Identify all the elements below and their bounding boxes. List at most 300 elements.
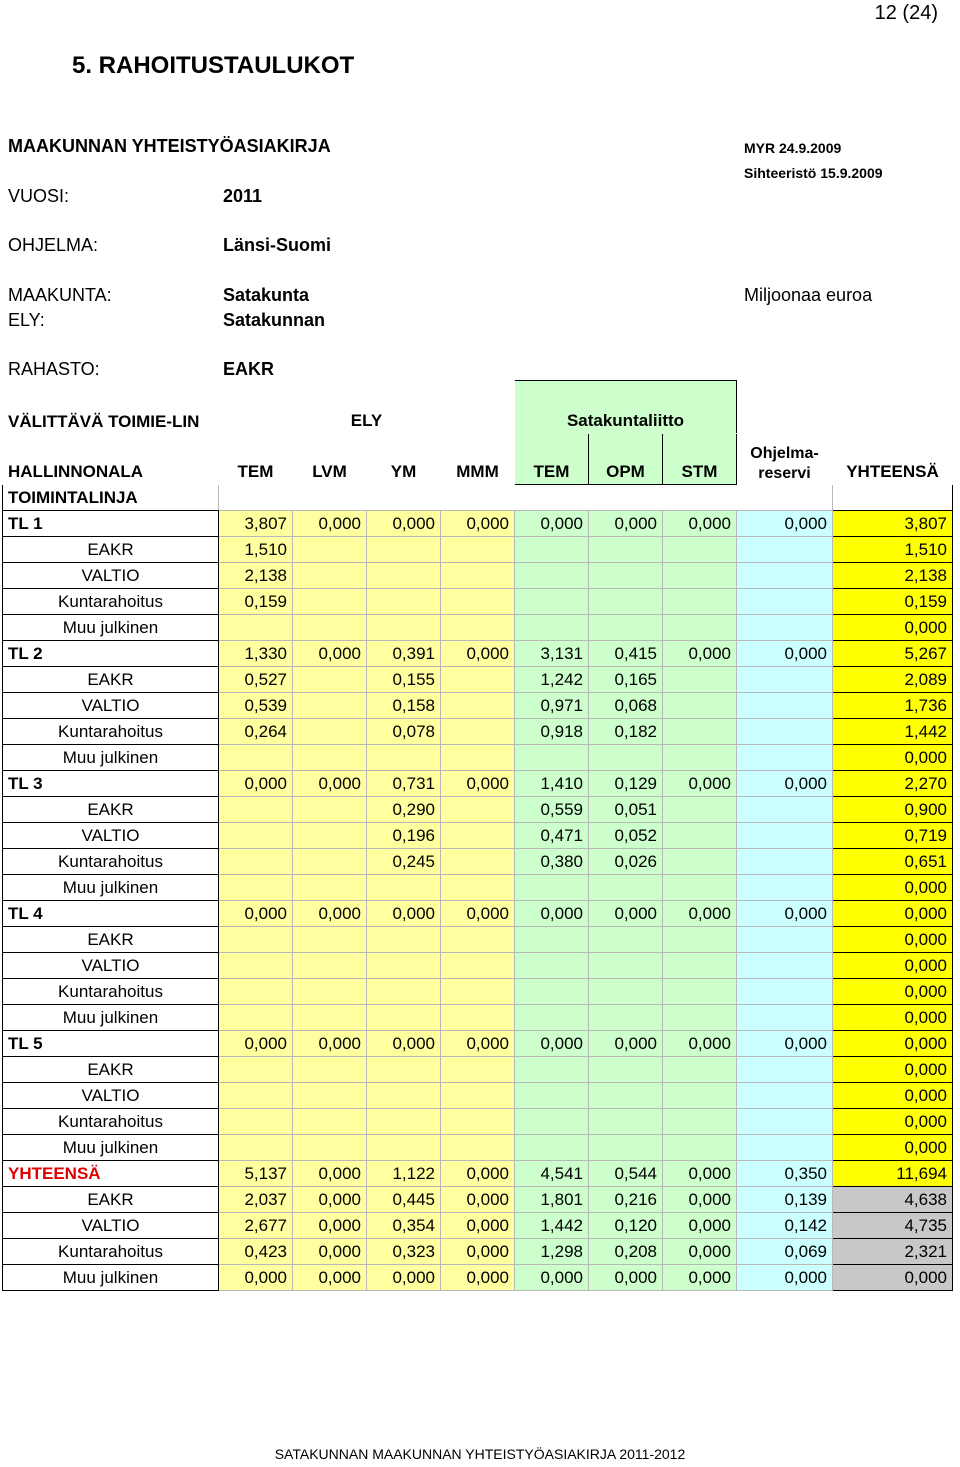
table-cell bbox=[737, 537, 833, 563]
table-cell: 0,415 bbox=[589, 641, 663, 667]
table-cell bbox=[367, 615, 441, 641]
table-cell bbox=[589, 979, 663, 1005]
table-cell: 0,651 bbox=[833, 849, 953, 875]
table-cell bbox=[293, 667, 367, 693]
table-cell bbox=[219, 1005, 293, 1031]
row-label-sub: Kuntarahoitus bbox=[3, 1239, 219, 1265]
table-cell: 0,000 bbox=[515, 1031, 589, 1057]
table-cell: 0,078 bbox=[367, 719, 441, 745]
table-row bbox=[3, 1161, 953, 1187]
toimintalinja-row bbox=[3, 485, 953, 511]
table-cell bbox=[441, 797, 515, 823]
table-cell: 0,159 bbox=[219, 589, 293, 615]
table-cell bbox=[663, 537, 737, 563]
table-cell bbox=[293, 1135, 367, 1161]
table-cell: 0,731 bbox=[367, 771, 441, 797]
col-tem-liitto: TEM bbox=[515, 434, 589, 485]
table-cell: 0,527 bbox=[219, 667, 293, 693]
table-cell bbox=[367, 927, 441, 953]
table-cell bbox=[737, 719, 833, 745]
table-row bbox=[3, 771, 953, 797]
table-row bbox=[3, 875, 953, 901]
table-cell: 0,000 bbox=[833, 1109, 953, 1135]
table-cell bbox=[589, 745, 663, 771]
table-cell bbox=[219, 1057, 293, 1083]
table-cell: 0,539 bbox=[219, 693, 293, 719]
row-label-sub: VALTIO bbox=[3, 693, 219, 719]
table-row bbox=[3, 901, 953, 927]
table-cell bbox=[441, 1109, 515, 1135]
table-cell: 0,000 bbox=[219, 1031, 293, 1057]
table-cell bbox=[737, 823, 833, 849]
table-cell bbox=[589, 927, 663, 953]
table-cell bbox=[515, 537, 589, 563]
table-cell: 1,122 bbox=[367, 1161, 441, 1187]
table-cell: 0,000 bbox=[441, 1031, 515, 1057]
vuosi-value: 2011 bbox=[223, 186, 263, 206]
table-cell: 0,000 bbox=[441, 1265, 515, 1291]
table-cell bbox=[219, 1135, 293, 1161]
table-cell: 0,000 bbox=[293, 1239, 367, 1265]
table-cell bbox=[441, 1135, 515, 1161]
table-cell bbox=[367, 537, 441, 563]
table-cell: 1,442 bbox=[515, 1213, 589, 1239]
table-cell bbox=[663, 1057, 737, 1083]
row-label-total: YHTEENSÄ bbox=[3, 1161, 219, 1187]
table-row bbox=[3, 1239, 953, 1265]
table-cell bbox=[737, 849, 833, 875]
table-cell: 0,471 bbox=[515, 823, 589, 849]
table-cell bbox=[663, 927, 737, 953]
table-cell bbox=[663, 797, 737, 823]
table-row bbox=[3, 1031, 953, 1057]
table-cell: 11,694 bbox=[833, 1161, 953, 1187]
table-cell: 0,323 bbox=[367, 1239, 441, 1265]
table-cell: 0,000 bbox=[293, 1213, 367, 1239]
table-cell bbox=[515, 927, 589, 953]
table-cell bbox=[219, 979, 293, 1005]
table-cell: 0,918 bbox=[515, 719, 589, 745]
table-cell: 0,000 bbox=[515, 1265, 589, 1291]
table-cell bbox=[663, 823, 737, 849]
table-cell bbox=[663, 1083, 737, 1109]
col-stm: STM bbox=[663, 434, 737, 485]
table-cell bbox=[367, 589, 441, 615]
table-row bbox=[3, 927, 953, 953]
table-cell bbox=[293, 1109, 367, 1135]
col-yhteensa: YHTEENSÄ bbox=[833, 434, 953, 485]
table-cell bbox=[663, 589, 737, 615]
row-label-sub: VALTIO bbox=[3, 1213, 219, 1239]
row-label-sub: Muu julkinen bbox=[3, 1005, 219, 1031]
col-tem-ely: TEM bbox=[219, 434, 293, 485]
row-label-sub: Kuntarahoitus bbox=[3, 589, 219, 615]
table-cell bbox=[515, 1083, 589, 1109]
table-cell bbox=[293, 1005, 367, 1031]
table-cell: 0,000 bbox=[663, 511, 737, 537]
table-cell: 0,000 bbox=[663, 641, 737, 667]
table-cell: 1,410 bbox=[515, 771, 589, 797]
row-label-sub: Muu julkinen bbox=[3, 745, 219, 771]
table-cell bbox=[515, 1109, 589, 1135]
table-row bbox=[3, 1265, 953, 1291]
maakunta-value: Satakunta bbox=[223, 285, 310, 305]
table-cell bbox=[515, 1135, 589, 1161]
table-cell: 0,000 bbox=[293, 511, 367, 537]
table-cell bbox=[515, 1005, 589, 1031]
col-lvm: LVM bbox=[293, 434, 367, 485]
table-cell: 0,423 bbox=[219, 1239, 293, 1265]
table-row bbox=[3, 849, 953, 875]
table-cell bbox=[219, 1109, 293, 1135]
table-cell bbox=[367, 953, 441, 979]
table-cell bbox=[515, 875, 589, 901]
row-label-sub: VALTIO bbox=[3, 823, 219, 849]
table-cell bbox=[737, 589, 833, 615]
table-cell bbox=[663, 875, 737, 901]
table-cell: 0,000 bbox=[367, 1031, 441, 1057]
table-cell bbox=[589, 563, 663, 589]
table-cell: 0,000 bbox=[833, 875, 953, 901]
table-cell bbox=[293, 745, 367, 771]
table-cell bbox=[441, 589, 515, 615]
table-cell: 1,510 bbox=[219, 537, 293, 563]
table-cell bbox=[367, 1135, 441, 1161]
table-cell bbox=[293, 615, 367, 641]
table-row bbox=[3, 511, 953, 537]
table-cell bbox=[441, 927, 515, 953]
table-cell bbox=[441, 563, 515, 589]
table-cell bbox=[737, 797, 833, 823]
table-cell: 1,442 bbox=[833, 719, 953, 745]
toimintalinja-label: TOIMINTALINJA bbox=[3, 485, 219, 511]
table-cell: 0,290 bbox=[367, 797, 441, 823]
date-myr: MYR 24.9.2009 bbox=[744, 140, 842, 156]
table-row bbox=[3, 589, 953, 615]
rahasto-value: EAKR bbox=[223, 359, 275, 379]
table-row bbox=[3, 1005, 953, 1031]
table-cell: 0,000 bbox=[663, 1265, 737, 1291]
table-cell bbox=[219, 745, 293, 771]
table-row bbox=[3, 797, 953, 823]
table-cell: 0,000 bbox=[833, 1005, 953, 1031]
table-cell bbox=[367, 1005, 441, 1031]
table-cell: 0,000 bbox=[293, 1031, 367, 1057]
page-number: 12 (24) bbox=[874, 2, 938, 24]
table-cell: 5,137 bbox=[219, 1161, 293, 1187]
table-cell: 0,051 bbox=[589, 797, 663, 823]
table-cell: 0,000 bbox=[663, 901, 737, 927]
table-cell bbox=[663, 667, 737, 693]
table-cell: 0,000 bbox=[737, 1031, 833, 1057]
table-cell: 0,000 bbox=[293, 1161, 367, 1187]
table-cell bbox=[737, 667, 833, 693]
row-label-sub: Kuntarahoitus bbox=[3, 719, 219, 745]
table-cell bbox=[293, 589, 367, 615]
table-cell: 3,807 bbox=[833, 511, 953, 537]
table-cell: 0,000 bbox=[833, 1083, 953, 1109]
table-cell: 0,000 bbox=[515, 901, 589, 927]
row-label-tl: TL 4 bbox=[3, 901, 219, 927]
col-mmm: MMM bbox=[441, 434, 515, 485]
row-label-sub: VALTIO bbox=[3, 563, 219, 589]
doc-title: MAAKUNNAN YHTEISTYÖASIAKIRJA bbox=[8, 136, 331, 156]
table-cell: 0,000 bbox=[589, 1031, 663, 1057]
section-title: 5. RAHOITUSTAULUKOT bbox=[72, 52, 355, 79]
table-cell bbox=[737, 615, 833, 641]
row-label-sub: EAKR bbox=[3, 1187, 219, 1213]
table-row bbox=[3, 823, 953, 849]
table-header-columns bbox=[3, 434, 953, 485]
table-cell: 0,000 bbox=[737, 511, 833, 537]
table-cell bbox=[367, 745, 441, 771]
table-cell: 3,131 bbox=[515, 641, 589, 667]
table-cell: 1,330 bbox=[219, 641, 293, 667]
table-cell bbox=[663, 719, 737, 745]
table-cell: 2,321 bbox=[833, 1239, 953, 1265]
row-label-sub: Kuntarahoitus bbox=[3, 1109, 219, 1135]
table-cell bbox=[219, 823, 293, 849]
table-cell bbox=[589, 537, 663, 563]
table-cell bbox=[293, 1083, 367, 1109]
table-cell: 1,298 bbox=[515, 1239, 589, 1265]
table-cell bbox=[367, 1083, 441, 1109]
row-label-sub: Muu julkinen bbox=[3, 875, 219, 901]
table-cell: 2,037 bbox=[219, 1187, 293, 1213]
table-cell bbox=[441, 953, 515, 979]
table-cell: 0,000 bbox=[441, 1161, 515, 1187]
table-cell bbox=[367, 979, 441, 1005]
table-cell bbox=[589, 589, 663, 615]
table-cell: 0,000 bbox=[441, 771, 515, 797]
table-cell: 0,000 bbox=[833, 953, 953, 979]
table-cell: 0,445 bbox=[367, 1187, 441, 1213]
table-cell bbox=[737, 927, 833, 953]
table-cell bbox=[293, 823, 367, 849]
table-row bbox=[3, 693, 953, 719]
table-cell bbox=[663, 615, 737, 641]
row-label-sub: Muu julkinen bbox=[3, 1135, 219, 1161]
table-cell bbox=[589, 1109, 663, 1135]
table-cell bbox=[663, 745, 737, 771]
table-cell bbox=[441, 615, 515, 641]
ohjelma-label: OHJELMA: bbox=[8, 235, 99, 255]
ely-value: Satakunnan bbox=[223, 310, 326, 330]
table-row bbox=[3, 1187, 953, 1213]
table-cell bbox=[293, 537, 367, 563]
table-cell bbox=[293, 719, 367, 745]
table-cell: 0,380 bbox=[515, 849, 589, 875]
row-label-sub: Muu julkinen bbox=[3, 1265, 219, 1291]
table-cell bbox=[589, 615, 663, 641]
table-cell: 0,000 bbox=[737, 771, 833, 797]
table-cell bbox=[293, 797, 367, 823]
table-cell bbox=[293, 927, 367, 953]
row-label-sub: EAKR bbox=[3, 1057, 219, 1083]
table-cell: 2,677 bbox=[219, 1213, 293, 1239]
table-cell: 0,000 bbox=[663, 1161, 737, 1187]
table-cell: 0,000 bbox=[219, 1265, 293, 1291]
table-row bbox=[3, 537, 953, 563]
table-cell bbox=[367, 1109, 441, 1135]
table-cell bbox=[737, 1005, 833, 1031]
table-cell: 0,000 bbox=[367, 511, 441, 537]
row-label-tl: TL 2 bbox=[3, 641, 219, 667]
table-row bbox=[3, 719, 953, 745]
table-row bbox=[3, 563, 953, 589]
table-cell: 0,245 bbox=[367, 849, 441, 875]
table-cell: 0,000 bbox=[663, 1031, 737, 1057]
table-cell bbox=[219, 953, 293, 979]
table-cell: 0,158 bbox=[367, 693, 441, 719]
table-row bbox=[3, 615, 953, 641]
table-cell: 0,000 bbox=[293, 901, 367, 927]
table-cell: 0,971 bbox=[515, 693, 589, 719]
table-cell: 0,216 bbox=[589, 1187, 663, 1213]
table-cell bbox=[441, 537, 515, 563]
table-cell bbox=[737, 1057, 833, 1083]
table-cell: 0,000 bbox=[833, 1135, 953, 1161]
table-cell: 0,000 bbox=[737, 641, 833, 667]
table-cell bbox=[589, 953, 663, 979]
unit-label: Miljoonaa euroa bbox=[744, 285, 873, 305]
table-header-groups bbox=[3, 381, 953, 434]
row-label-tl: TL 5 bbox=[3, 1031, 219, 1057]
table-row bbox=[3, 1213, 953, 1239]
table-cell: 1,736 bbox=[833, 693, 953, 719]
table-cell: 0,264 bbox=[219, 719, 293, 745]
table-cell: 4,541 bbox=[515, 1161, 589, 1187]
table-cell: 0,068 bbox=[589, 693, 663, 719]
table-cell bbox=[293, 979, 367, 1005]
table-cell: 1,510 bbox=[833, 537, 953, 563]
ely-label: ELY: bbox=[8, 310, 45, 330]
table-cell bbox=[515, 953, 589, 979]
rahasto-label: RAHASTO: bbox=[8, 359, 100, 379]
table-cell bbox=[515, 615, 589, 641]
table-row bbox=[3, 1135, 953, 1161]
table-cell: 0,000 bbox=[833, 979, 953, 1005]
table-cell bbox=[515, 1057, 589, 1083]
table-cell: 0,000 bbox=[833, 927, 953, 953]
table-cell bbox=[737, 1083, 833, 1109]
table-cell: 0,000 bbox=[589, 901, 663, 927]
row-label-sub: VALTIO bbox=[3, 953, 219, 979]
table-cell: 0,000 bbox=[441, 1239, 515, 1265]
table-cell bbox=[441, 823, 515, 849]
col-opm: OPM bbox=[589, 434, 663, 485]
table-cell: 0,129 bbox=[589, 771, 663, 797]
table-cell bbox=[219, 849, 293, 875]
row-label-sub: Kuntarahoitus bbox=[3, 849, 219, 875]
table-cell: 0,000 bbox=[441, 511, 515, 537]
table-cell: 1,801 bbox=[515, 1187, 589, 1213]
row-label-sub: Muu julkinen bbox=[3, 615, 219, 641]
table-row bbox=[3, 1083, 953, 1109]
table-cell bbox=[663, 563, 737, 589]
table-cell: 0,000 bbox=[663, 1187, 737, 1213]
table-cell: 0,000 bbox=[367, 1265, 441, 1291]
table-cell: 0,354 bbox=[367, 1213, 441, 1239]
table-cell: 0,000 bbox=[441, 641, 515, 667]
row-label-sub: EAKR bbox=[3, 797, 219, 823]
table-cell: 0,000 bbox=[663, 771, 737, 797]
table-row bbox=[3, 667, 953, 693]
table-row bbox=[3, 1109, 953, 1135]
table-cell: 0,000 bbox=[833, 1057, 953, 1083]
table-cell bbox=[663, 953, 737, 979]
table-cell: 0,000 bbox=[589, 1265, 663, 1291]
row-label-sub: EAKR bbox=[3, 927, 219, 953]
table-cell: 0,000 bbox=[833, 615, 953, 641]
table-cell: 0,000 bbox=[737, 1265, 833, 1291]
table-cell: 0,000 bbox=[515, 511, 589, 537]
table-cell: 0,000 bbox=[833, 1265, 953, 1291]
table-cell: 0,120 bbox=[589, 1213, 663, 1239]
table-cell: 0,000 bbox=[737, 901, 833, 927]
table-cell: 0,000 bbox=[367, 901, 441, 927]
table-cell: 0,000 bbox=[219, 771, 293, 797]
table-cell bbox=[737, 693, 833, 719]
row-label-sub: EAKR bbox=[3, 537, 219, 563]
table-cell: 0,026 bbox=[589, 849, 663, 875]
table-cell: 0,000 bbox=[833, 1031, 953, 1057]
table-cell: 0,155 bbox=[367, 667, 441, 693]
table-cell: 0,719 bbox=[833, 823, 953, 849]
table-cell bbox=[441, 745, 515, 771]
table-cell bbox=[737, 1109, 833, 1135]
table-cell: 0,052 bbox=[589, 823, 663, 849]
table-cell bbox=[293, 875, 367, 901]
table-row bbox=[3, 745, 953, 771]
table-cell: 0,196 bbox=[367, 823, 441, 849]
table-cell bbox=[589, 1057, 663, 1083]
col-ym: YM bbox=[367, 434, 441, 485]
hallinnonala-label: HALLINNONALA bbox=[3, 434, 219, 485]
table-cell bbox=[219, 615, 293, 641]
table-cell bbox=[293, 563, 367, 589]
table-cell bbox=[737, 979, 833, 1005]
table-cell bbox=[663, 1109, 737, 1135]
table-cell: 0,000 bbox=[589, 511, 663, 537]
table-cell: 0,000 bbox=[293, 771, 367, 797]
table-cell: 0,000 bbox=[219, 901, 293, 927]
table-cell bbox=[589, 1083, 663, 1109]
table-row bbox=[3, 641, 953, 667]
table-cell bbox=[219, 927, 293, 953]
table-cell: 0,159 bbox=[833, 589, 953, 615]
table-cell: 0,900 bbox=[833, 797, 953, 823]
table-cell: 0,142 bbox=[737, 1213, 833, 1239]
row-label-sub: Kuntarahoitus bbox=[3, 979, 219, 1005]
table-cell: 0,000 bbox=[441, 901, 515, 927]
table-row bbox=[3, 1057, 953, 1083]
table-cell bbox=[219, 1083, 293, 1109]
table-cell bbox=[441, 667, 515, 693]
table-cell: 2,138 bbox=[219, 563, 293, 589]
table-cell: 0,182 bbox=[589, 719, 663, 745]
table-cell bbox=[441, 1005, 515, 1031]
table-cell bbox=[737, 563, 833, 589]
table-cell bbox=[515, 745, 589, 771]
ely-group-header: ELY bbox=[219, 381, 515, 434]
valittava-label: VÄLITTÄVÄ TOIMIE-LIN bbox=[3, 381, 219, 434]
table-cell bbox=[441, 875, 515, 901]
table-cell bbox=[367, 1057, 441, 1083]
table-cell: 0,391 bbox=[367, 641, 441, 667]
table-cell bbox=[515, 979, 589, 1005]
liitto-group-header: Satakuntaliitto bbox=[515, 381, 737, 434]
